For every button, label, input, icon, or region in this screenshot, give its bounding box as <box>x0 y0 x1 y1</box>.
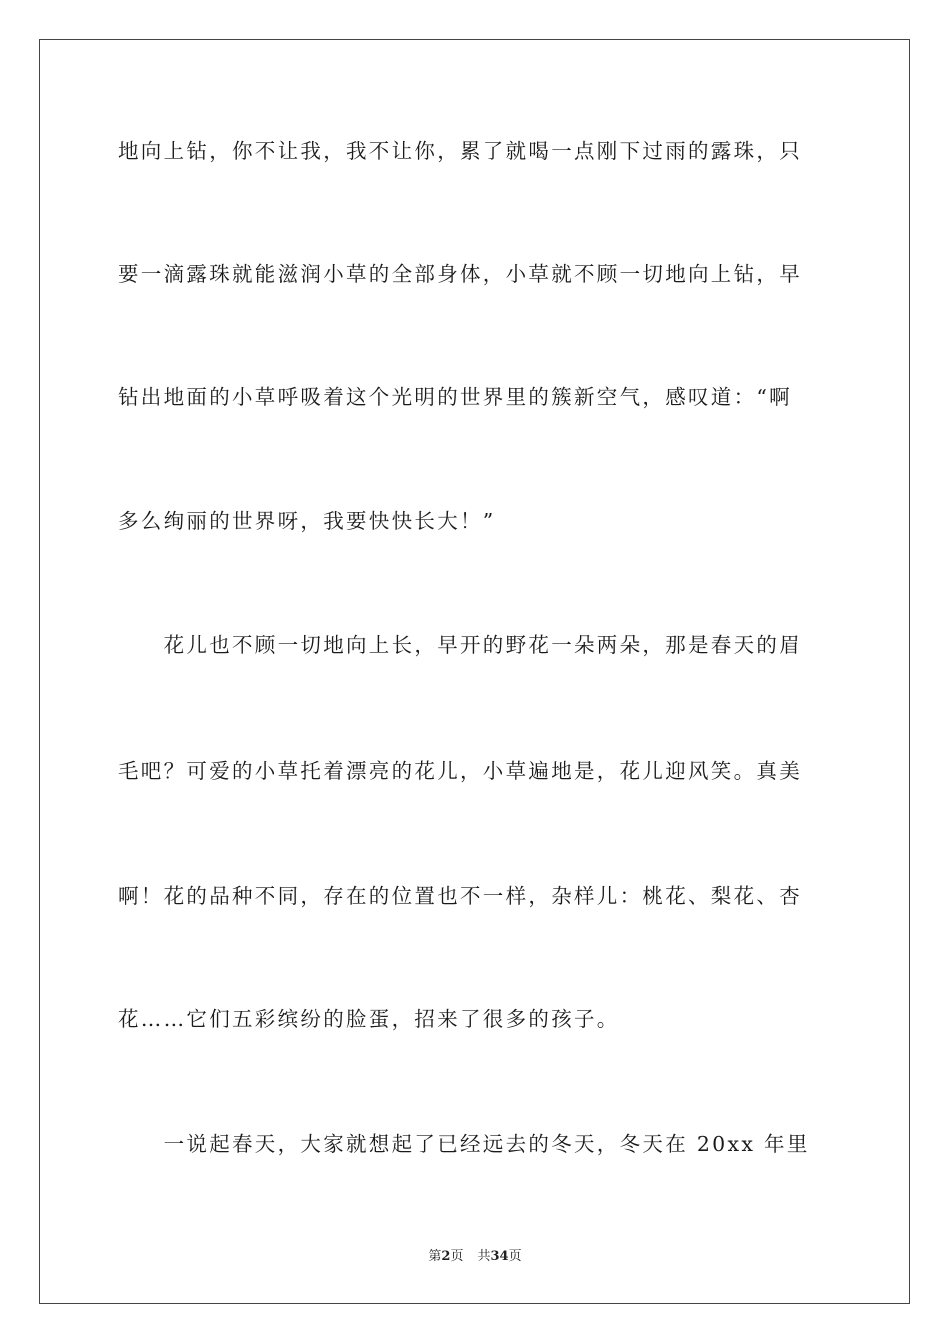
text-line: 钻出地面的小草呼吸着这个光明的世界里的簇新空气，感叹道：“啊 <box>118 385 792 409</box>
text-line: 啊！花的品种不同，存在的位置也不一样，杂样儿：桃花、梨花、杏 <box>118 884 802 908</box>
total-pages: 34 <box>490 1249 509 1264</box>
page-border <box>39 39 910 1304</box>
text-line: 地向上钻，你不让我，我不让你，累了就喝一点刚下过雨的露珠，只 <box>118 139 802 163</box>
page-number: 2 <box>441 1249 451 1264</box>
text-line: 毛吧？可爱的小草托着漂亮的花儿，小草遍地是，花儿迎风笑。真美 <box>118 759 802 783</box>
page-suffix: 页 <box>450 1249 464 1264</box>
page-prefix: 第 <box>428 1249 442 1264</box>
text-line: 花……它们五彩缤纷的脸蛋，招来了很多的孩子。 <box>118 1007 620 1031</box>
page-footer <box>0 1248 950 1266</box>
text-line: 多么绚丽的世界呀，我要快快长大！” <box>118 509 496 533</box>
total-suffix: 页 <box>508 1249 522 1264</box>
total-prefix: 共 <box>477 1249 491 1264</box>
text-line: 一说起春天，大家就想起了已经远去的冬天，冬天在 20xx 年里 <box>118 1132 810 1156</box>
text-line: 要一滴露珠就能滋润小草的全部身体，小草就不顾一切地向上钻，早 <box>118 262 802 286</box>
text-line: 花儿也不顾一切地向上长，早开的野花一朵两朵，那是春天的眉 <box>118 633 802 657</box>
